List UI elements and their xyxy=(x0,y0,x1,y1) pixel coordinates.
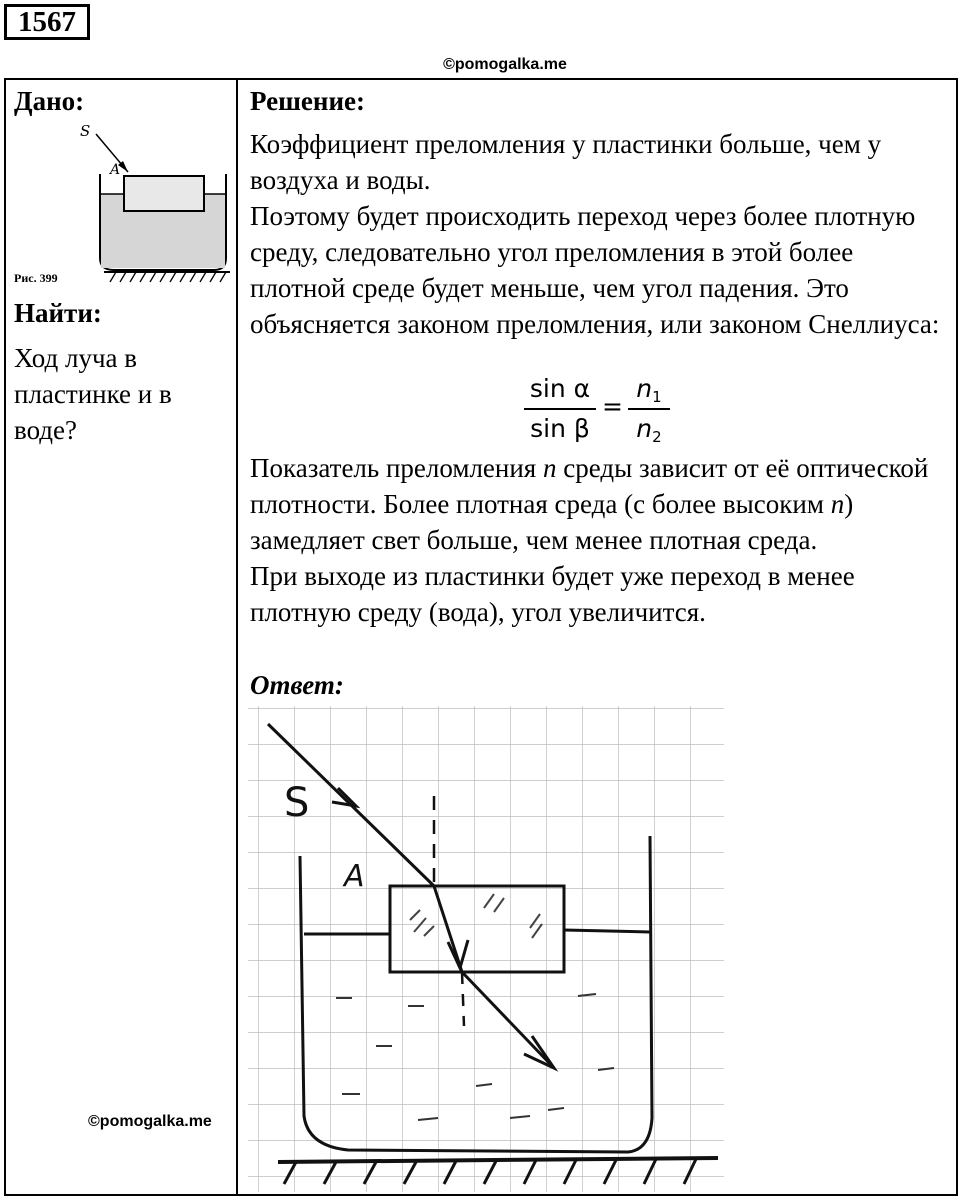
p3-text-a: Показатель преломления xyxy=(250,453,543,483)
solution-text-bottom xyxy=(250,450,950,630)
water-surface-right xyxy=(564,930,650,932)
ground-hatch xyxy=(110,272,226,282)
watermark-bottom: ©pomogalka.me xyxy=(88,1113,212,1130)
p3-text-b: среды зависит от её оптической плотности. Более плотная среда (с более высоким xyxy=(250,453,929,519)
formula-n2-base: n xyxy=(636,414,653,443)
formula-left-fraction xyxy=(524,372,596,446)
solution-paragraph-3 xyxy=(250,450,950,558)
formula-n1-base: n xyxy=(636,374,653,403)
answer-label-s: S xyxy=(284,780,310,826)
solution-paragraph-4: При выходе из пластинки будет уже переход в менее плотную среду (вода), угол увеличится. xyxy=(250,561,855,627)
p3-var-n: n xyxy=(542,453,557,483)
figure-label-a: A xyxy=(110,162,121,178)
answer-label-a: A xyxy=(344,859,365,894)
column-divider xyxy=(236,78,238,1196)
find-text: Ход луча в пластинке и в воде? xyxy=(14,343,172,445)
solution-paragraph-2: Поэтому будет происходить переход через более плотную среду, следовательно угол преломления в этой более плотной среде будет меньше, чем угол падения. Это объясняется законом преломления, или законом Снеллиуса: xyxy=(250,201,940,339)
answer-drawing xyxy=(248,706,738,1194)
figure-label-s: S xyxy=(80,122,91,140)
given-figure xyxy=(4,112,234,312)
given-header: Дано: xyxy=(14,86,85,116)
p3-var-n-2: n xyxy=(830,489,845,519)
formula-n2-sub: 2 xyxy=(652,428,662,446)
formula-sin-beta: sin β xyxy=(530,414,590,443)
p3-text-c: ) замедляет свет больше, чем менее плотная среда. xyxy=(250,489,854,555)
solution-header: Решение: xyxy=(250,86,365,116)
solution-text-top xyxy=(250,126,950,342)
solution-paragraph-1: Коэффициент преломления у пластинки больше, чем у воздуха и воды. xyxy=(250,129,882,195)
watermark-top: ©pomogalka.me xyxy=(443,56,567,73)
formula-equals: = xyxy=(602,392,623,421)
find-header: Найти: xyxy=(14,298,102,328)
formula-sin-alpha: sin α xyxy=(529,374,591,403)
answer-header: Ответ: xyxy=(250,670,344,700)
plate xyxy=(124,176,204,211)
figure-caption: Рис. 399 xyxy=(14,271,58,285)
formula-right-fraction xyxy=(628,372,670,446)
problem-number: 1567 xyxy=(4,4,90,40)
formula-n1-sub: 1 xyxy=(652,388,662,406)
snell-formula xyxy=(524,372,674,452)
